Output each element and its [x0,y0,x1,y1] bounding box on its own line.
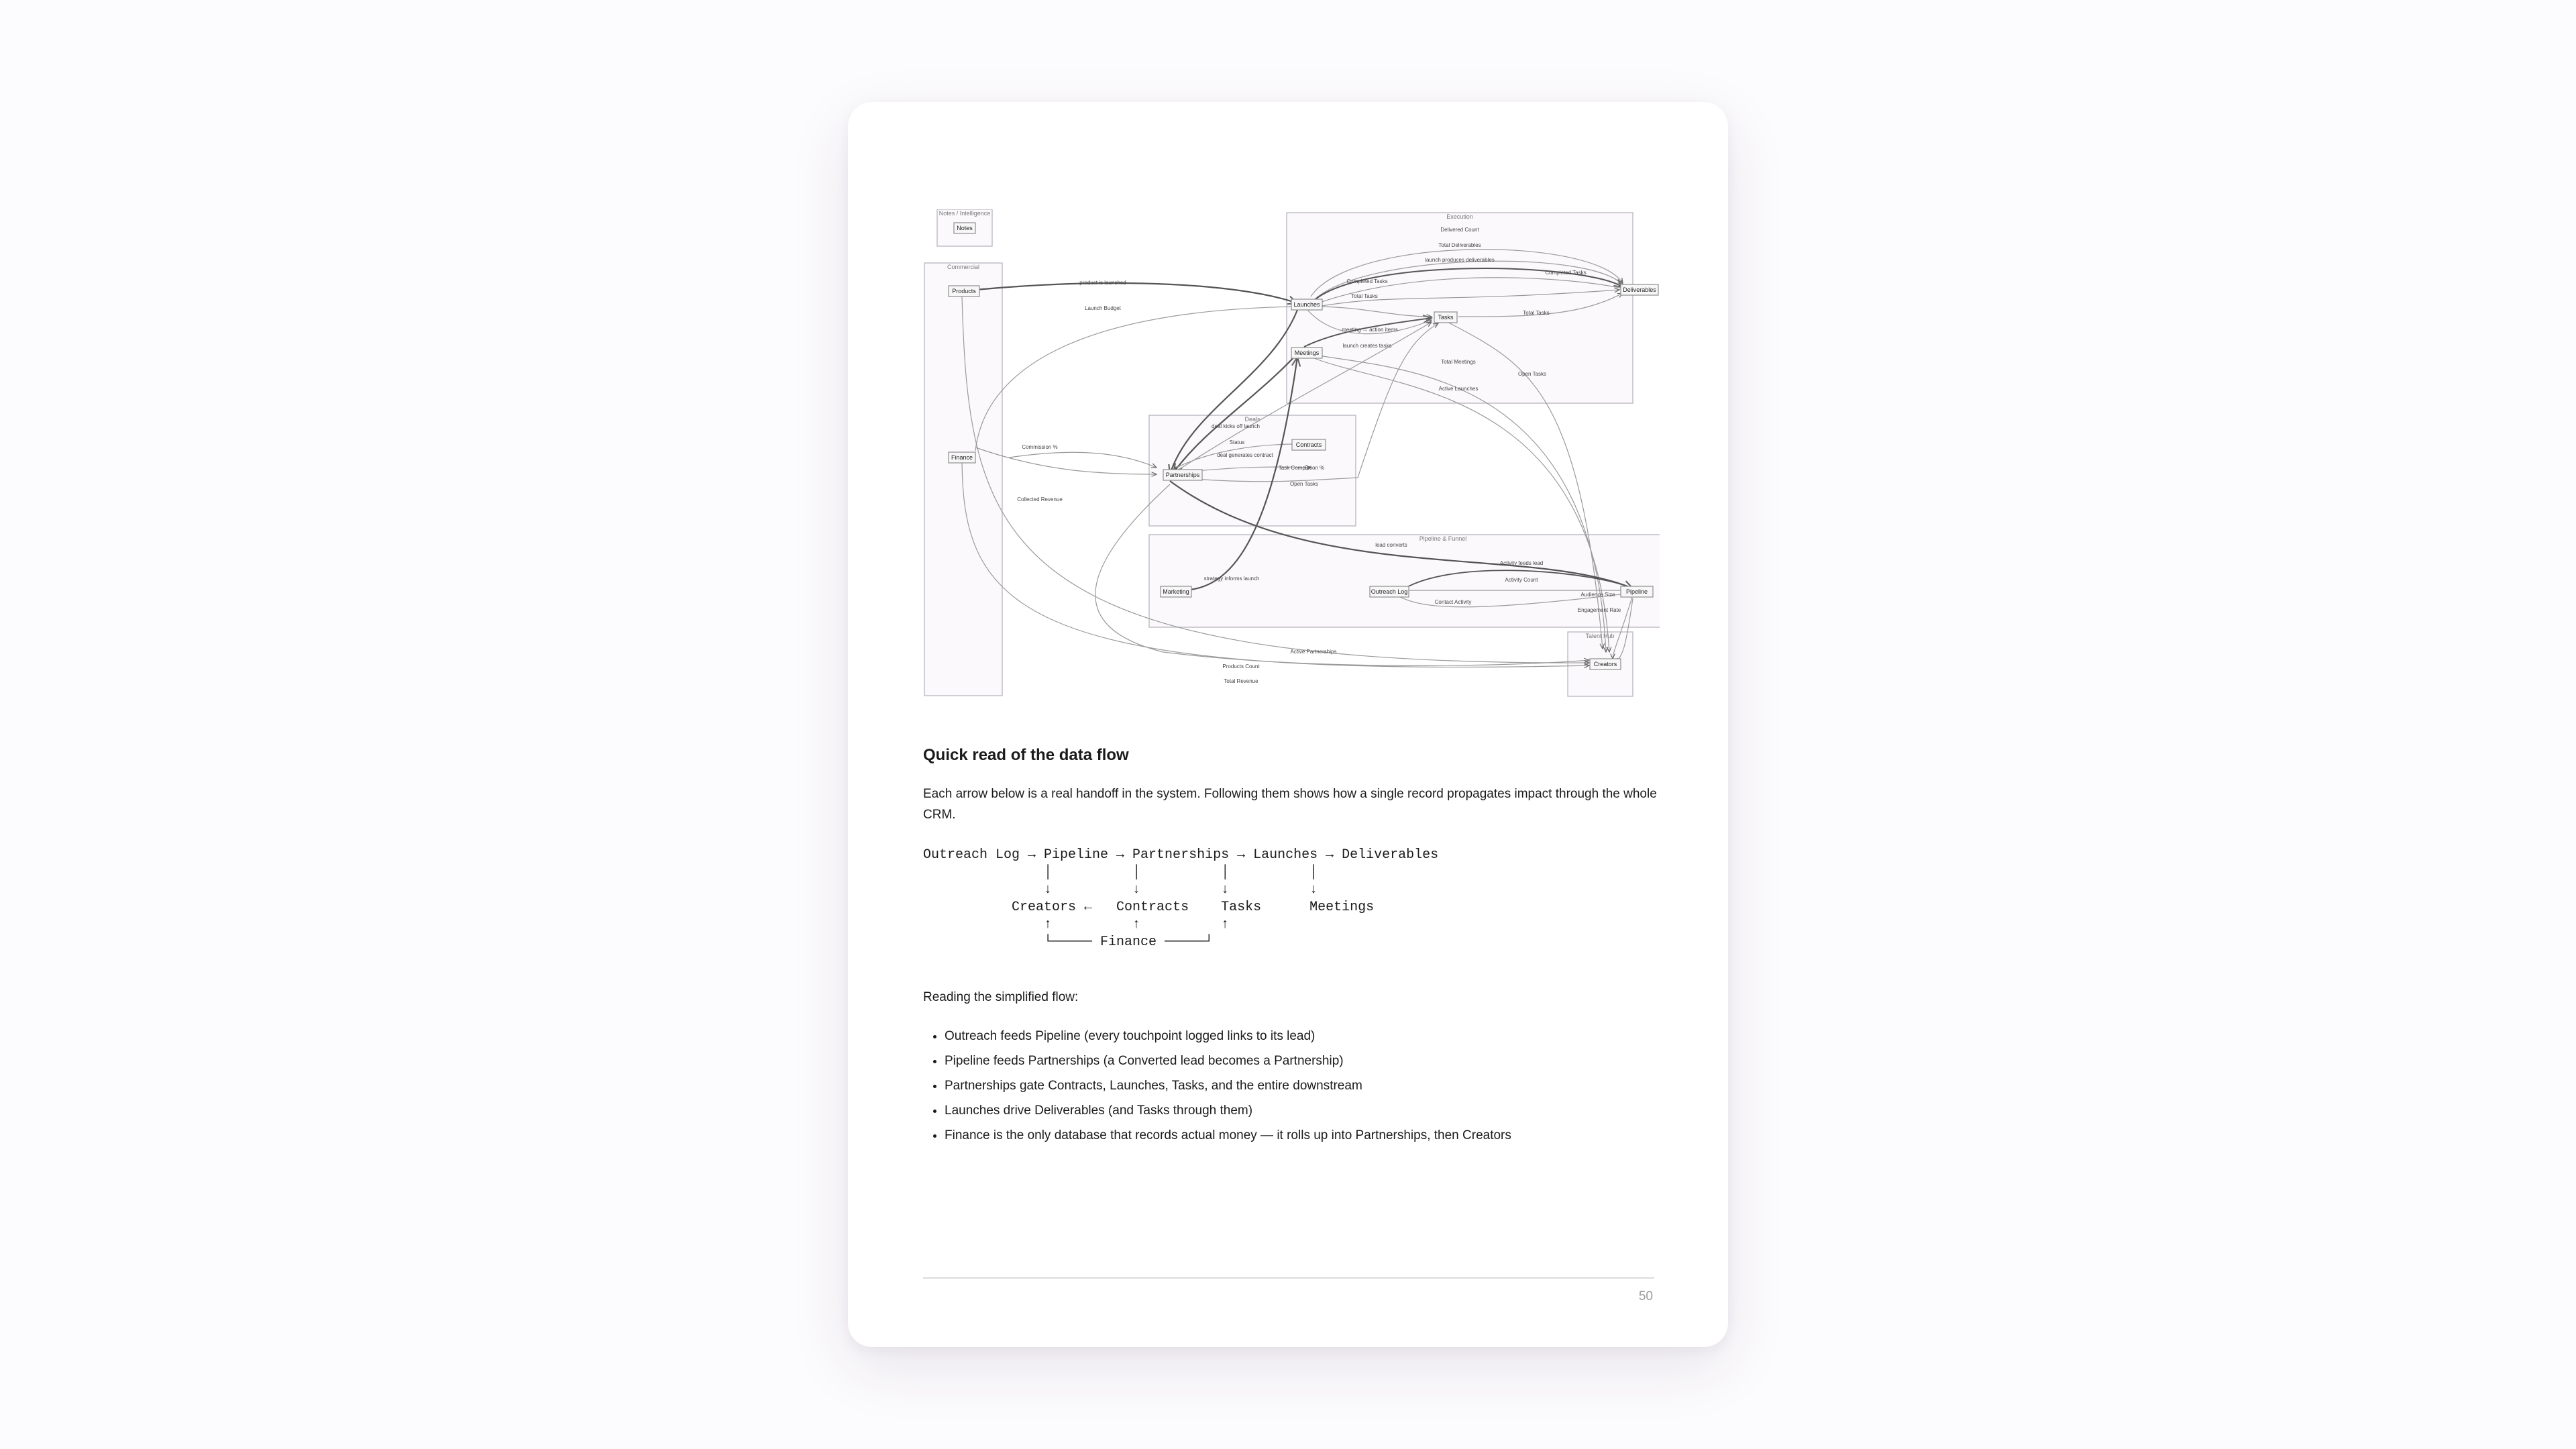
edge-label: Active Partnerships [1290,649,1337,655]
group-creators-title: Talent Hub [1585,633,1615,639]
bullet-item: • Launches drive Deliverables (and Tasks through them) [945,1098,1682,1123]
edge-label: Delivered Count [1440,227,1479,233]
edge-label: Total Meetings [1441,359,1476,365]
edge-label: Open Tasks [1289,481,1319,487]
edge-label: Completed Tasks [1545,270,1587,276]
node-pipeline: Pipeline [1625,588,1648,595]
edge-label: Activity feeds lead [1499,560,1544,566]
edge-label: Completed Tasks [1346,278,1388,284]
section-heading: Quick read of the data flow [923,746,1129,764]
edge-label: Engagement Rate [1577,607,1621,613]
reading-label: Reading the simplified flow: [923,990,1079,1004]
node-marketing: Marketing [1163,588,1189,595]
edge-label: Total Tasks [1351,293,1378,299]
node-notes: Notes [957,225,973,231]
bullet-item: • Pipeline feeds Partnerships (a Converted lead becomes a Partnership) [945,1049,1682,1073]
node-products: Products [952,288,976,294]
group-deals-title: Deals [1244,416,1260,423]
edge-label: Audience Size [1580,592,1615,598]
edge-label: Contact Activity [1434,599,1472,605]
node-partnerships: Partnerships [1165,472,1200,478]
edge-label: Commission % [1022,444,1058,450]
group-notes-title: Notes / Intelligence [938,210,991,217]
edge-label: Activity Count [1505,577,1538,583]
edge-label: Task Completion % [1278,465,1325,471]
edge-label: Launch Budget [1085,305,1121,311]
edge-label: Total Revenue [1224,678,1258,684]
edge-label: deal generates contract [1217,452,1273,458]
edge-label: launch creates tasks [1342,343,1392,349]
bullet-item: • Finance is the only database that records actual money — it rolls up into Partnerships, then Creators [945,1123,1682,1148]
edge-label: Products Count [1222,663,1260,669]
flow-bullet-list [923,1024,1682,1148]
node-deliverables: Deliverables [1623,286,1656,293]
edge-label: Total Tasks [1523,310,1550,316]
edge-label: launch produces deliverables [1425,257,1495,263]
page-number: 50 [1638,1289,1653,1303]
bullet-item: • Outreach feeds Pipeline (every touchpoint logged links to its lead) [945,1024,1682,1049]
edge-label: strategy informs launch [1203,576,1260,582]
edge-label: Active Launches [1438,386,1479,392]
bullet-item: • Partnerships gate Contracts, Launches, Tasks, and the entire downstream [945,1073,1682,1098]
group-execution-title: Execution [1446,213,1473,220]
document-page [848,102,1728,1347]
flow-code-block: Outreach Log → Pipeline → Partnerships → Launches → Deliverables │ │ │ │ ↓ ↓ ↓ ↓ Creators ← Contracts Tasks Meetings ↑ ↑ ↑ └───── Finance ─────┘ [923,847,1439,950]
database-relation-diagram [922,209,1660,706]
node-launches: Launches [1293,301,1320,308]
edge-label: Status [1229,439,1245,445]
node-tasks: Tasks [1438,314,1454,321]
edge-label: Open Tasks [1517,371,1547,377]
node-outreach: Outreach Log [1371,588,1408,595]
group-pipeline-title: Pipeline & Funnel [1419,535,1467,542]
intro-paragraph: Each arrow below is a real handoff in the system. Following them shows how a single record propagates impact through the whole CRM. [923,787,1657,822]
node-contracts: Contracts [1295,441,1322,448]
edge-label: meeting → action items [1342,327,1398,333]
node-meetings: Meetings [1294,350,1320,356]
edge-label: product is launched [1079,280,1126,286]
edge-label: Collected Revenue [1017,496,1063,502]
group-execution-box [1287,213,1633,403]
divider [923,1277,1654,1279]
group-commercial-title: Commercial [947,264,980,270]
edge-label: deal kicks off launch [1212,423,1260,429]
edge-label: lead converts [1375,542,1407,548]
edge-label: Total Deliverables [1438,242,1481,248]
node-finance: Finance [951,454,973,461]
node-creators: Creators [1593,661,1617,667]
